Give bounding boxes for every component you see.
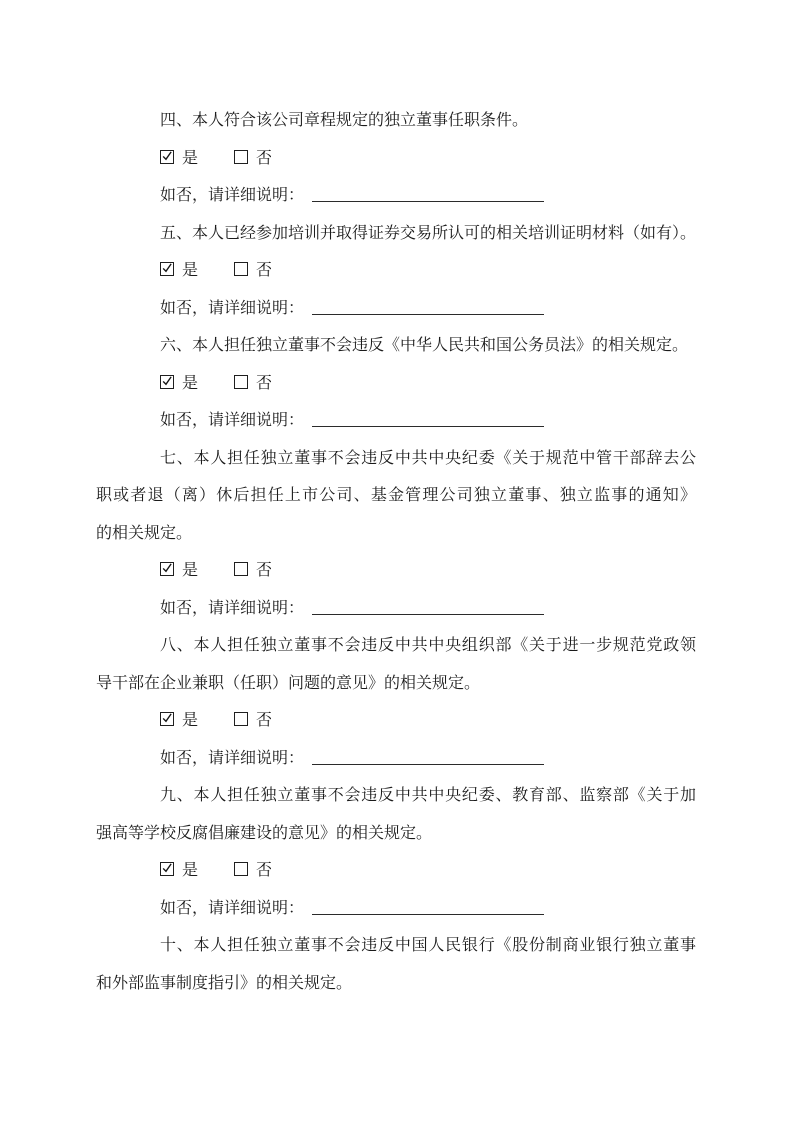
check-icon bbox=[161, 712, 173, 724]
question-text-line: 和外部监事制度指引》的相关规定。 bbox=[96, 974, 353, 992]
no-option bbox=[234, 862, 272, 879]
question-section bbox=[96, 627, 696, 777]
followup-label: 如否，请详细说明： bbox=[160, 299, 305, 317]
followup-row bbox=[96, 740, 696, 778]
check-icon bbox=[161, 375, 173, 387]
yes-label: 是 bbox=[182, 862, 199, 879]
yes-checkbox[interactable] bbox=[160, 712, 174, 726]
yes-checkbox[interactable] bbox=[160, 150, 174, 164]
yes-option bbox=[160, 262, 198, 279]
yes-option bbox=[160, 375, 198, 392]
followup-row bbox=[96, 590, 696, 628]
explanation-blank-line[interactable] bbox=[312, 900, 544, 915]
question-text-line: 的相关规定。 bbox=[96, 524, 193, 542]
followup-row bbox=[96, 402, 696, 440]
explanation-blank-line[interactable] bbox=[312, 412, 544, 427]
yes-label: 是 bbox=[182, 562, 199, 579]
question-section bbox=[96, 927, 696, 1002]
followup-row bbox=[96, 890, 696, 928]
answer-row bbox=[96, 852, 696, 890]
no-label: 否 bbox=[256, 149, 273, 167]
no-checkbox[interactable] bbox=[234, 262, 248, 276]
no-option bbox=[234, 375, 272, 392]
no-checkbox[interactable] bbox=[234, 375, 248, 389]
no-checkbox[interactable] bbox=[234, 712, 248, 726]
yes-option bbox=[160, 562, 198, 579]
no-checkbox[interactable] bbox=[234, 150, 248, 164]
question-text-line: 四、本人符合该公司章程规定的独立董事任职条件。 bbox=[160, 112, 529, 129]
question-text-line: 八、本人担任独立董事不会违反中共中央组织部《关于进一步规范党政领 bbox=[160, 637, 696, 654]
yes-label: 是 bbox=[182, 374, 199, 392]
yes-option bbox=[160, 150, 198, 167]
no-option bbox=[234, 562, 272, 579]
no-option bbox=[234, 262, 272, 279]
question-text-line: 六、本人担任独立董事不会违反《中华人民共和国公务员法》的相关规定。 bbox=[160, 337, 689, 354]
followup-label: 如否，请详细说明： bbox=[160, 187, 305, 204]
followup-row bbox=[96, 290, 696, 328]
check-icon bbox=[161, 562, 173, 574]
yes-checkbox[interactable] bbox=[160, 862, 174, 876]
question-section bbox=[96, 215, 696, 328]
yes-label: 是 bbox=[182, 712, 199, 729]
question-section bbox=[96, 440, 696, 628]
check-icon bbox=[161, 150, 173, 162]
question-text-line: 七、本人担任独立董事不会违反中共中央纪委《关于规范中管干部辞去公 bbox=[160, 449, 696, 467]
yes-option bbox=[160, 862, 198, 879]
explanation-blank-line[interactable] bbox=[312, 300, 544, 315]
answer-row bbox=[96, 252, 696, 290]
no-label: 否 bbox=[256, 262, 273, 279]
followup-label: 如否，请详细说明： bbox=[160, 749, 305, 767]
no-label: 否 bbox=[256, 562, 273, 579]
followup-label: 如否，请详细说明： bbox=[160, 599, 305, 617]
explanation-blank-line[interactable] bbox=[312, 750, 544, 765]
answer-row bbox=[96, 365, 696, 403]
question-section bbox=[96, 327, 696, 440]
yes-checkbox[interactable] bbox=[160, 375, 174, 389]
question-section bbox=[96, 102, 696, 215]
document-content bbox=[96, 102, 696, 1002]
yes-option bbox=[160, 712, 198, 729]
yes-checkbox[interactable] bbox=[160, 562, 174, 576]
answer-row bbox=[96, 702, 696, 740]
question-section bbox=[96, 777, 696, 927]
followup-label: 如否，请详细说明： bbox=[160, 899, 305, 917]
yes-label: 是 bbox=[182, 262, 199, 279]
question-text-line: 五、本人已经参加培训并取得证券交易所认可的相关培训证明材料（如有）。 bbox=[160, 224, 697, 242]
answer-row bbox=[96, 552, 696, 590]
explanation-blank-line[interactable] bbox=[312, 600, 544, 615]
followup-row bbox=[96, 177, 696, 215]
no-label: 否 bbox=[256, 374, 273, 392]
question-text-line: 九、本人担任独立董事不会违反中共中央纪委、教育部、监察部《关于加 bbox=[160, 787, 696, 804]
no-checkbox[interactable] bbox=[234, 562, 248, 576]
no-option bbox=[234, 150, 272, 167]
question-text-line: 强高等学校反腐倡廉建设的意见》的相关规定。 bbox=[96, 824, 433, 842]
no-label: 否 bbox=[256, 712, 273, 729]
question-text-line: 导干部在企业兼职（任职）问题的意见》的相关规定。 bbox=[96, 674, 481, 692]
explanation-blank-line[interactable] bbox=[312, 187, 544, 202]
yes-label: 是 bbox=[182, 149, 199, 167]
check-icon bbox=[161, 262, 173, 274]
check-icon bbox=[161, 862, 173, 874]
question-text-line: 职或者退（离）休后担任上市公司、基金管理公司独立董事、独立监事的通知》 bbox=[96, 487, 696, 504]
yes-checkbox[interactable] bbox=[160, 262, 174, 276]
no-checkbox[interactable] bbox=[234, 862, 248, 876]
followup-label: 如否，请详细说明： bbox=[160, 412, 305, 429]
no-label: 否 bbox=[256, 862, 273, 879]
question-text-line: 十、本人担任独立董事不会违反中国人民银行《股份制商业银行独立董事 bbox=[160, 937, 696, 954]
answer-row bbox=[96, 140, 696, 178]
no-option bbox=[234, 712, 272, 729]
